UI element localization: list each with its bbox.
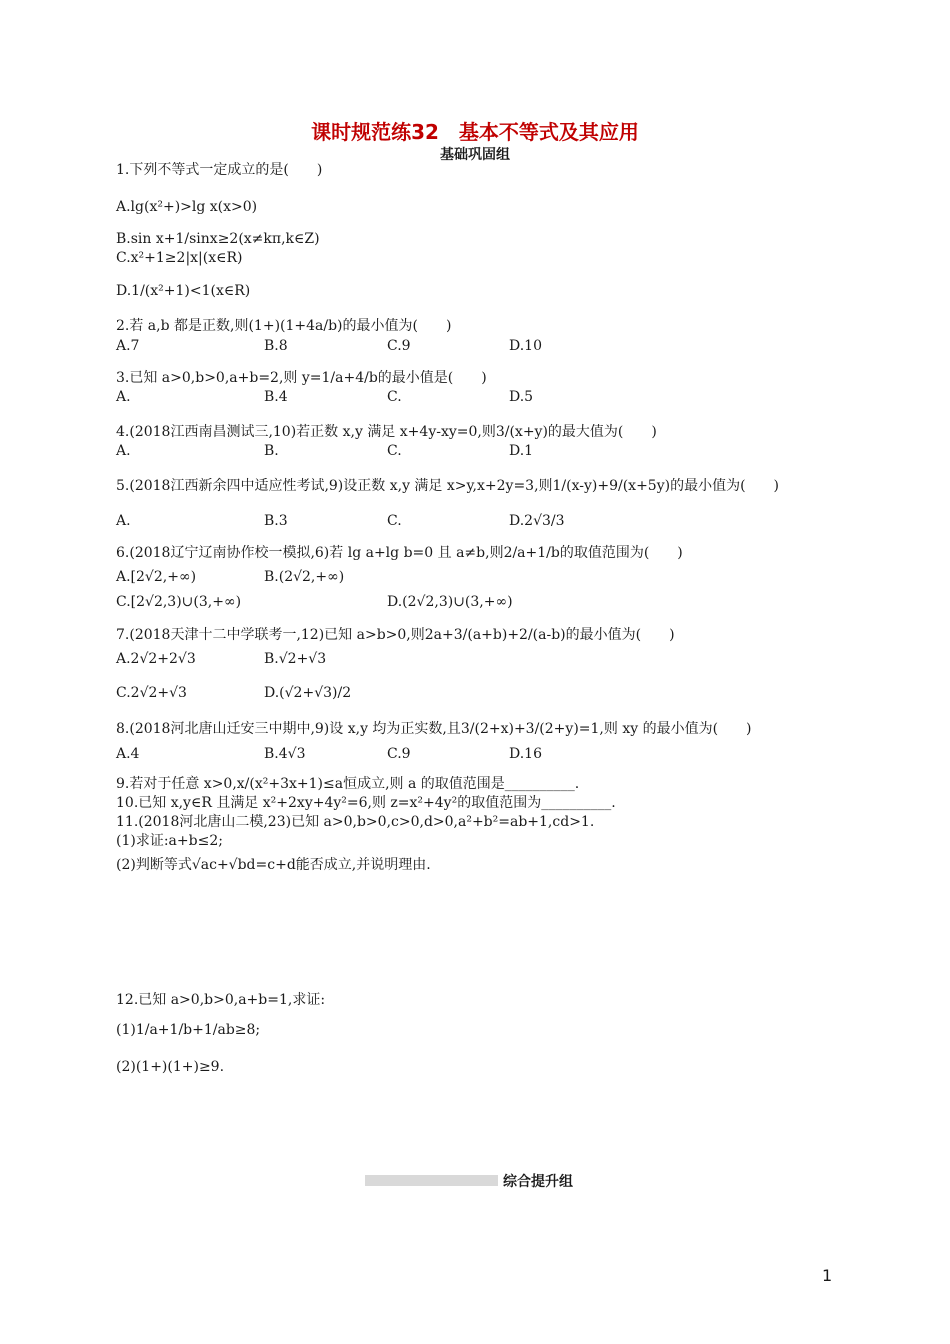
- question-3-option-d: D.5: [509, 389, 534, 405]
- question-11-part-2: (2)判断等式√ac+√bd=c+d能否成立,并说明理由.: [116, 857, 431, 873]
- question-1-option-b: B.sin x+1/sinx≥2(x≠kπ,k∈Z): [116, 231, 320, 247]
- question-8-option-a: A.4: [116, 746, 140, 762]
- question-2-option-b: B.8: [264, 338, 288, 354]
- section-heading-advanced: 综合提升组: [503, 1174, 573, 1190]
- question-2-option-a: A.7: [116, 338, 140, 354]
- question-7-option-b: B.√2+√3: [264, 651, 327, 667]
- question-12-stem: 12.已知 a>0,b>0,a+b=1,求证:: [116, 992, 326, 1008]
- section-divider-bar: [365, 1175, 498, 1186]
- question-1-stem: 1.下列不等式一定成立的是( ): [116, 162, 323, 178]
- question-4-option-c: C.: [387, 443, 402, 459]
- question-2-stem: 2.若 a,b 都是正数,则(1+)(1+4a/b)的最小值为( ): [116, 318, 452, 334]
- question-4-option-d: D.1: [509, 443, 534, 459]
- page-number: 1: [822, 1266, 833, 1285]
- page-title: 课时规范练32 基本不等式及其应用: [311, 120, 639, 144]
- question-1-option-c: C.x²+1≥2|x|(x∈R): [116, 250, 243, 266]
- question-5-option-c: C.: [387, 513, 402, 529]
- question-4-option-b: B.: [264, 443, 279, 459]
- question-6-option-c: C.[2√2,3)∪(3,+∞): [116, 594, 242, 610]
- question-6-option-b: B.(2√2,+∞): [264, 569, 345, 585]
- question-3-option-b: B.4: [264, 389, 288, 405]
- question-3-option-a: A.: [116, 389, 131, 405]
- question-9: 9.若对于任意 x>0,x/(x²+3x+1)≤a恒成立,则 a 的取值范围是__________.: [116, 776, 580, 792]
- question-3-stem: 3.已知 a>0,b>0,a+b=2,则 y=1/a+4/b的最小值是( ): [116, 370, 487, 386]
- section-heading: 基础巩固组: [440, 147, 510, 163]
- question-4-option-a: A.: [116, 443, 131, 459]
- question-3-option-c: C.: [387, 389, 402, 405]
- question-1-option-a: A.lg(x²+)>lg x(x>0): [116, 199, 258, 215]
- question-8-option-d: D.16: [509, 746, 542, 762]
- question-8-option-b: B.4√3: [264, 746, 306, 762]
- question-2-option-d: D.10: [509, 338, 542, 354]
- question-11-stem: 11.(2018河北唐山二模,23)已知 a>0,b>0,c>0,d>0,a²+b²=ab+1,cd>1.: [116, 814, 595, 830]
- question-6-stem: 6.(2018辽宁辽南协作校一模拟,6)若 lg a+lg b=0 且 a≠b,则2/a+1/b的取值范围为( ): [116, 545, 683, 561]
- question-8-option-c: C.9: [387, 746, 411, 762]
- question-12-part-2: (2)(1+)(1+)≥9.: [116, 1059, 225, 1075]
- question-8-stem: 8.(2018河北唐山迁安三中期中,9)设 x,y 均为正实数,且3/(2+x)+3/(2+y)=1,则 xy 的最小值为( ): [116, 721, 752, 737]
- question-12-part-1: (1)1/a+1/b+1/ab≥8;: [116, 1022, 261, 1038]
- question-7-option-a: A.2√2+2√3: [116, 651, 196, 667]
- question-5-option-b: B.3: [264, 513, 288, 529]
- question-2-option-c: C.9: [387, 338, 411, 354]
- question-7-option-d: D.(√2+√3)/2: [264, 685, 352, 701]
- question-5-option-a: A.: [116, 513, 131, 529]
- question-6-option-d: D.(2√2,3)∪(3,+∞): [387, 594, 513, 610]
- question-7-option-c: C.2√2+√3: [116, 685, 187, 701]
- question-5-stem: 5.(2018江西新余四中适应性考试,9)设正数 x,y 满足 x>y,x+2y=3,则1/(x-y)+9/(x+5y)的最小值为( ): [116, 478, 780, 494]
- question-1-option-d: D.1/(x²+1)<1(x∈R): [116, 283, 251, 299]
- question-7-stem: 7.(2018天津十二中学联考一,12)已知 a>b>0,则2a+3/(a+b)+2/(a-b)的最小值为( ): [116, 627, 675, 643]
- question-6-option-a: A.[2√2,+∞): [116, 569, 197, 585]
- question-5-option-d: D.2√3/3: [509, 513, 565, 529]
- question-4-stem: 4.(2018江西南昌测试三,10)若正数 x,y 满足 x+4y-xy=0,则3/(x+y)的最大值为( ): [116, 424, 657, 440]
- question-10: 10.已知 x,y∈R 且满足 x²+2xy+4y²=6,则 z=x²+4y²的取值范围为__________.: [116, 795, 616, 811]
- question-11-part-1: (1)求证:a+b≤2;: [116, 833, 223, 849]
